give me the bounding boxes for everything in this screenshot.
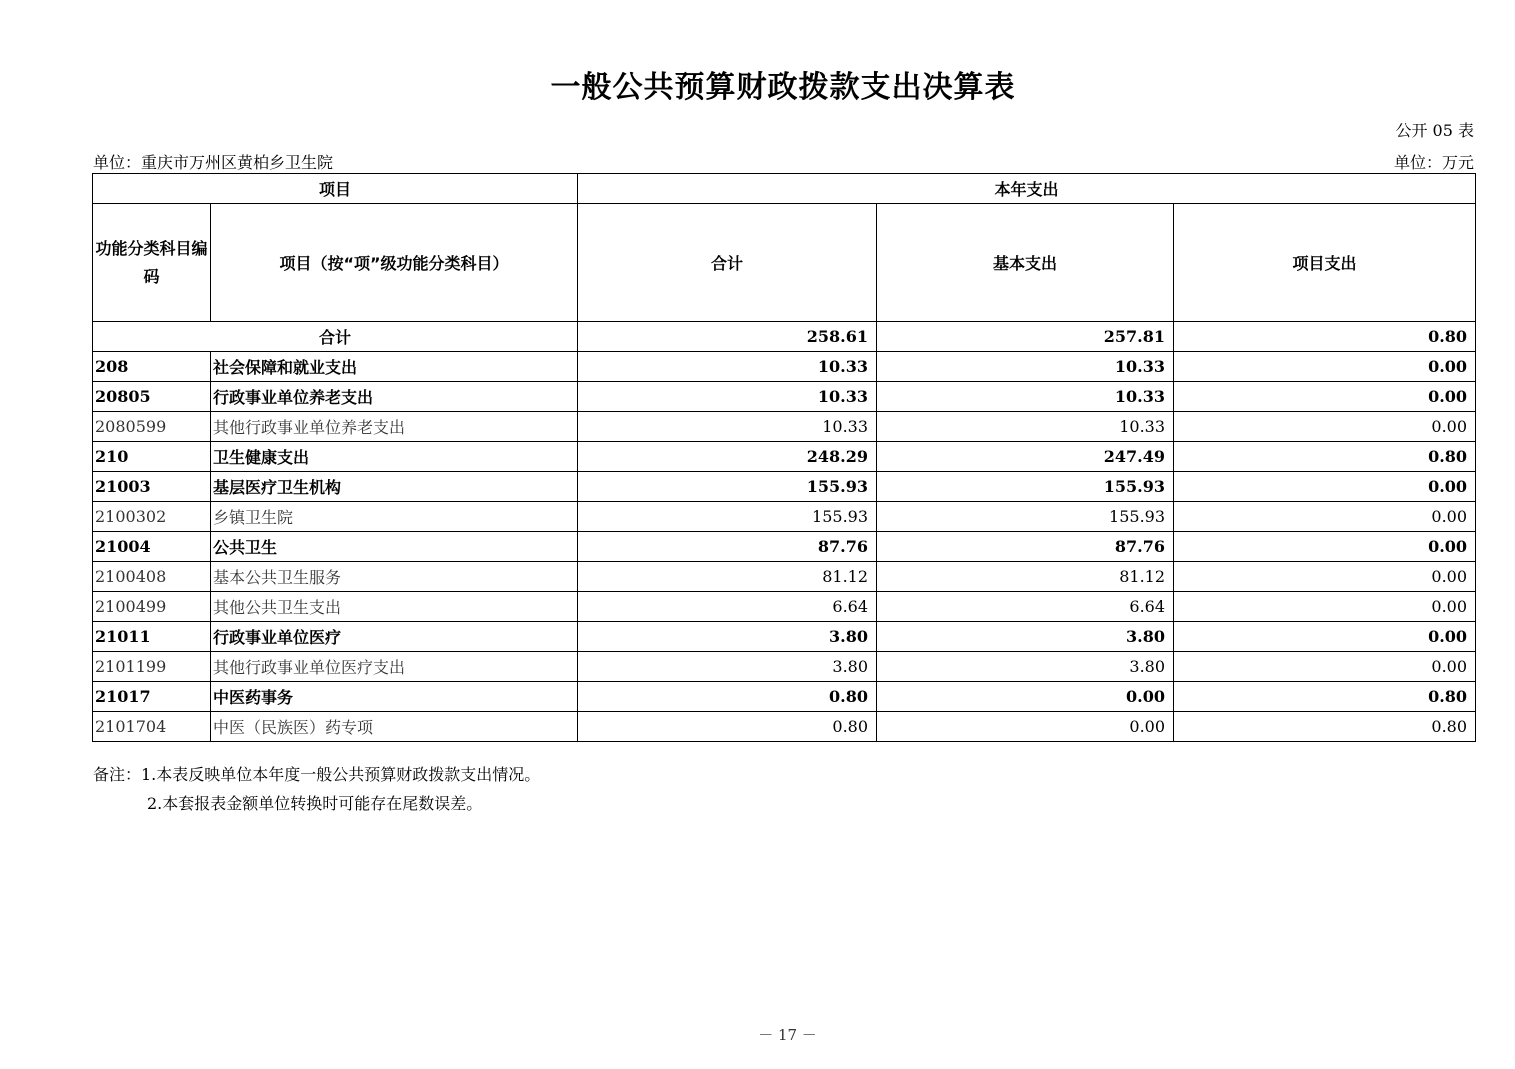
row-code: 21003: [93, 472, 211, 502]
note-2: 2.本套报表金额单位转换时可能存在尾数误差。: [147, 794, 483, 813]
form-number: 公开 05 表: [1395, 121, 1474, 140]
total-sum: 258.61: [578, 322, 877, 352]
table-row: [93, 682, 1476, 712]
row-name: 其他行政事业单位医疗支出: [211, 652, 578, 682]
currency-unit: 单位：万元: [1393, 153, 1474, 172]
reporting-unit: 单位：重庆市万州区黄柏乡卫生院: [93, 153, 334, 172]
page-title: 一般公共预算财政拨款支出决算表: [550, 70, 1016, 105]
row-project: 0.00: [1174, 562, 1476, 592]
row-name: 基层医疗卫生机构: [211, 472, 578, 502]
row-project: 0.80: [1174, 442, 1476, 472]
row-code: 2080599: [93, 412, 211, 442]
row-basic: 3.80: [877, 652, 1174, 682]
header-project-exp: 项目支出: [1174, 204, 1476, 322]
total-basic: 257.81: [877, 322, 1174, 352]
total-label: 合计: [93, 322, 578, 352]
row-code: 2100302: [93, 502, 211, 532]
row-total: 81.12: [578, 562, 877, 592]
row-basic: 3.80: [877, 622, 1174, 652]
header-current-year-expenditure: 本年支出: [578, 174, 1476, 204]
row-basic: 0.00: [877, 682, 1174, 712]
header-total: 合计: [578, 204, 877, 322]
row-code: 208: [93, 352, 211, 382]
header-basic: 基本支出: [877, 204, 1174, 322]
row-basic: 81.12: [877, 562, 1174, 592]
row-name: 公共卫生: [211, 532, 578, 562]
row-basic: 10.33: [877, 412, 1174, 442]
table-row: [93, 472, 1476, 502]
row-total: 248.29: [578, 442, 877, 472]
row-name: 乡镇卫生院: [211, 502, 578, 532]
table-row: [93, 652, 1476, 682]
row-code: 20805: [93, 382, 211, 412]
row-code: 2100499: [93, 592, 211, 622]
row-code: 21017: [93, 682, 211, 712]
row-basic: 247.49: [877, 442, 1174, 472]
row-project: 0.00: [1174, 382, 1476, 412]
expenditure-table: [92, 173, 1476, 742]
row-code: 21004: [93, 532, 211, 562]
table-row: [93, 712, 1476, 742]
row-total: 0.80: [578, 712, 877, 742]
row-project: 0.00: [1174, 532, 1476, 562]
row-total: 155.93: [578, 502, 877, 532]
row-total: 3.80: [578, 622, 877, 652]
header-project: 项目: [93, 174, 578, 204]
row-name: 基本公共卫生服务: [211, 562, 578, 592]
row-basic: 155.93: [877, 502, 1174, 532]
row-name: 中医药事务: [211, 682, 578, 712]
header-name: 项目（按“项”级功能分类科目）: [211, 204, 578, 322]
notes: [93, 760, 540, 818]
row-project: 0.00: [1174, 652, 1476, 682]
row-project: 0.80: [1174, 682, 1476, 712]
table-row: [93, 352, 1476, 382]
row-project: 0.00: [1174, 622, 1476, 652]
row-project: 0.00: [1174, 352, 1476, 382]
table-row: [93, 502, 1476, 532]
row-total: 3.80: [578, 652, 877, 682]
header-row-1: [93, 174, 1476, 204]
row-total: 87.76: [578, 532, 877, 562]
table-row: [93, 412, 1476, 442]
note-1: 备注：1.本表反映单位本年度一般公共预算财政拨款支出情况。: [93, 765, 541, 784]
row-project: 0.00: [1174, 592, 1476, 622]
total-project: 0.80: [1174, 322, 1476, 352]
row-total: 155.93: [578, 472, 877, 502]
row-code: 2101704: [93, 712, 211, 742]
row-name: 其他行政事业单位养老支出: [211, 412, 578, 442]
row-code: 2101199: [93, 652, 211, 682]
row-name: 卫生健康支出: [211, 442, 578, 472]
row-code: 210: [93, 442, 211, 472]
row-project: 0.00: [1174, 472, 1476, 502]
row-code: 2100408: [93, 562, 211, 592]
row-name: 中医（民族医）药专项: [211, 712, 578, 742]
row-project: 0.80: [1174, 712, 1476, 742]
row-basic: 155.93: [877, 472, 1174, 502]
row-total: 10.33: [578, 382, 877, 412]
row-total: 6.64: [578, 592, 877, 622]
row-name: 社会保障和就业支出: [211, 352, 578, 382]
row-total: 0.80: [578, 682, 877, 712]
table-row: [93, 592, 1476, 622]
row-total: 10.33: [578, 352, 877, 382]
table-row: [93, 562, 1476, 592]
row-project: 0.00: [1174, 412, 1476, 442]
page-number: － 17 －: [758, 1026, 817, 1044]
row-basic: 10.33: [877, 382, 1174, 412]
table-row: [93, 532, 1476, 562]
row-basic: 6.64: [877, 592, 1174, 622]
row-code: 21011: [93, 622, 211, 652]
row-project: 0.00: [1174, 502, 1476, 532]
row-basic: 10.33: [877, 352, 1174, 382]
table-row: [93, 622, 1476, 652]
header-code: 功能分类科目编码: [93, 204, 211, 322]
row-name: 行政事业单位养老支出: [211, 382, 578, 412]
header-row-2: [93, 204, 1476, 322]
table-row: [93, 442, 1476, 472]
row-name: 行政事业单位医疗: [211, 622, 578, 652]
total-row: [93, 322, 1476, 352]
row-total: 10.33: [578, 412, 877, 442]
table-row: [93, 382, 1476, 412]
row-basic: 87.76: [877, 532, 1174, 562]
row-name: 其他公共卫生支出: [211, 592, 578, 622]
row-basic: 0.00: [877, 712, 1174, 742]
